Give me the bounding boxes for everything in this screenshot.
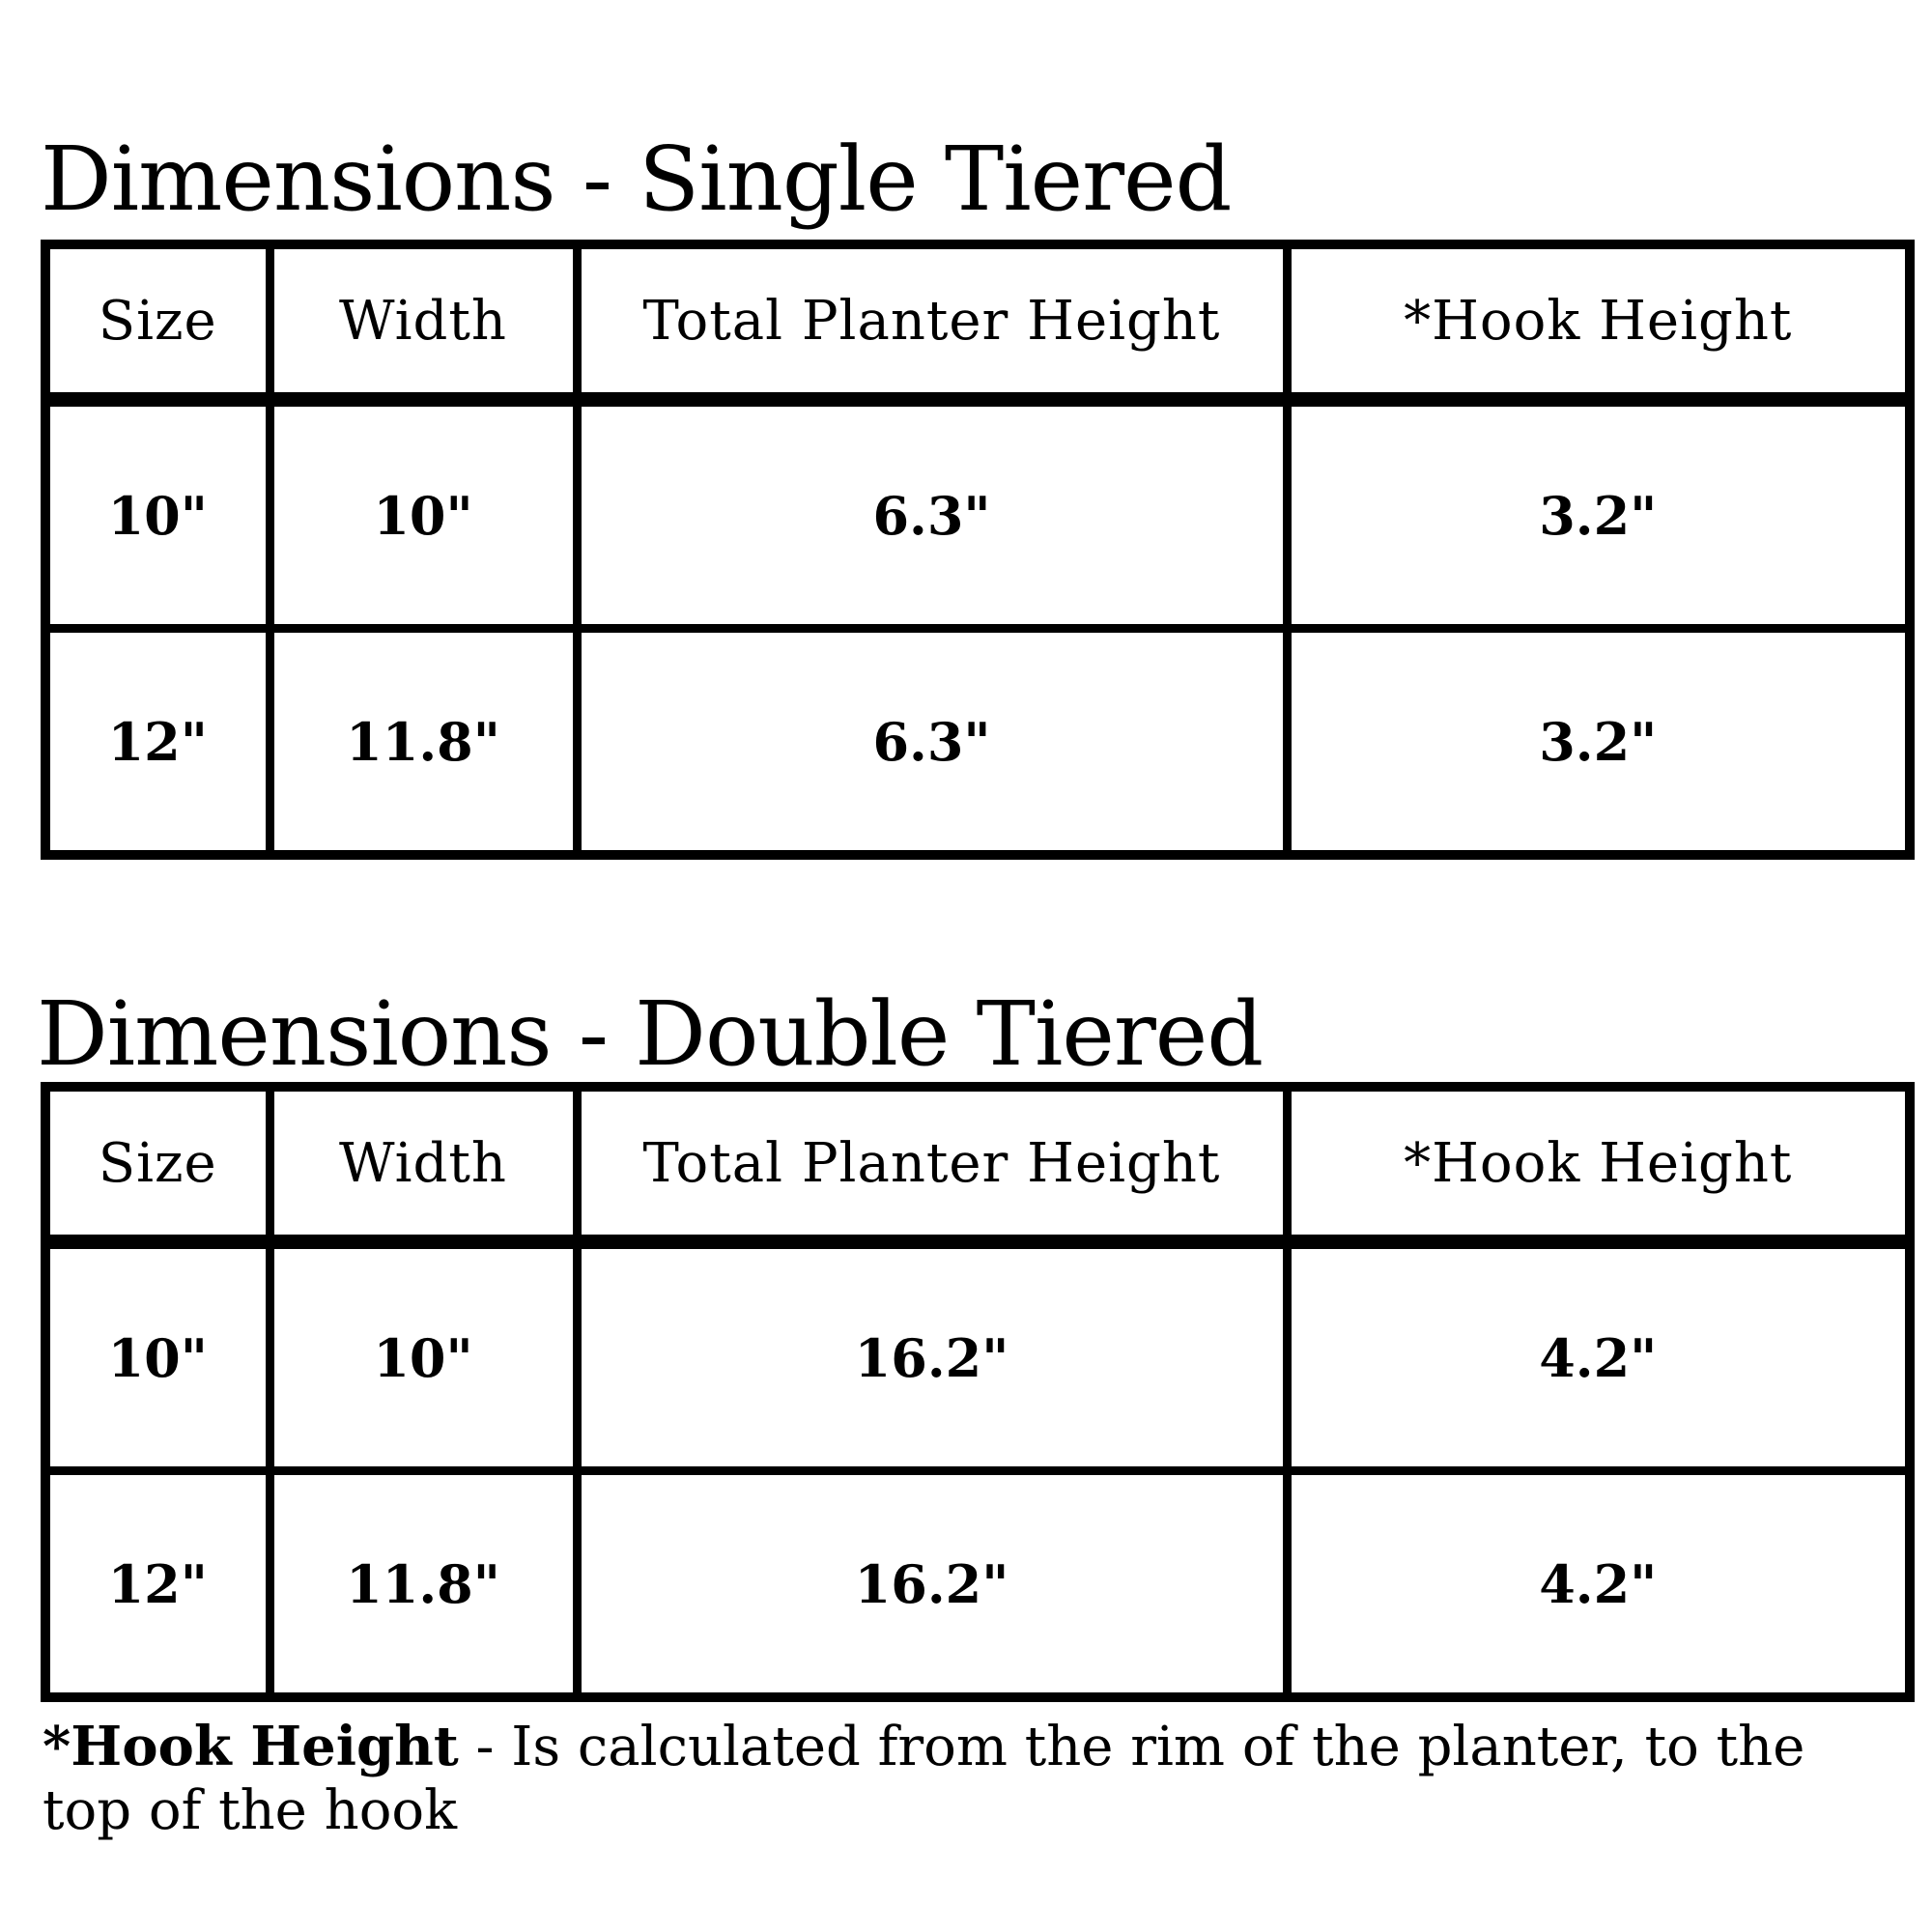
cell-width: 10" (270, 400, 577, 629)
cell-hook-height: 3.2" (1287, 629, 1910, 856)
single-tiered-table (41, 240, 1915, 860)
double-tiered-table (41, 1082, 1915, 1702)
single-tiered-title: Dimensions - Single Tiered (41, 128, 1232, 231)
header-total-planter-height: Total Planter Height (577, 1087, 1287, 1242)
cell-total-planter-height: 6.3" (577, 629, 1287, 856)
table-row (45, 629, 1910, 856)
cell-total-planter-height: 16.2" (577, 1471, 1287, 1698)
cell-size: 10" (45, 400, 270, 629)
cell-total-planter-height: 16.2" (577, 1242, 1287, 1471)
header-width: Width (270, 1087, 577, 1242)
cell-total-planter-height: 6.3" (577, 400, 1287, 629)
cell-width: 10" (270, 1242, 577, 1471)
header-hook-height: *Hook Height (1287, 1087, 1910, 1242)
cell-hook-height: 4.2" (1287, 1471, 1910, 1698)
header-total-planter-height: Total Planter Height (577, 244, 1287, 400)
footnote-term: *Hook Height (43, 1715, 459, 1778)
footnote-text: - Is calculated from the rim of the planter, to the top of the hook (43, 1716, 1805, 1842)
double-tiered-title: Dimensions - Double Tiered (37, 982, 1264, 1086)
cell-width: 11.8" (270, 629, 577, 856)
header-size: Size (45, 244, 270, 400)
cell-size: 12" (45, 629, 270, 856)
table-row (45, 1242, 1910, 1471)
cell-width: 11.8" (270, 1471, 577, 1698)
table-header-row (45, 244, 1910, 400)
header-hook-height: *Hook Height (1287, 244, 1910, 400)
table-header-row (45, 1087, 1910, 1242)
cell-size: 10" (45, 1242, 270, 1471)
table-row (45, 400, 1910, 629)
table-row (45, 1471, 1910, 1698)
cell-hook-height: 4.2" (1287, 1242, 1910, 1471)
cell-hook-height: 3.2" (1287, 400, 1910, 629)
hook-height-footnote (43, 1715, 1897, 1843)
header-size: Size (45, 1087, 270, 1242)
header-width: Width (270, 244, 577, 400)
cell-size: 12" (45, 1471, 270, 1698)
